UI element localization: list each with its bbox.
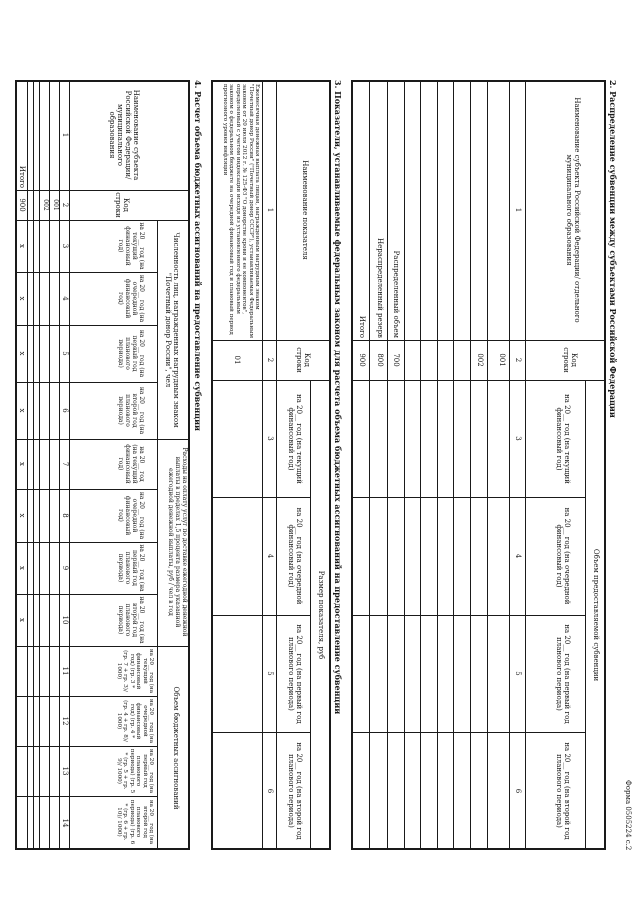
s3-period-3: на 20__ год (на первый год планового периода) xyxy=(287,624,303,724)
s2-total-code-1: 700 xyxy=(392,353,400,367)
s4-group-3: Объем бюджетных ассигнований xyxy=(172,686,180,810)
section-3-title: 3. Показатели, устанавливаемые федеральным законом для расчета объема бюджетных ассигнований на предоставление субвенции xyxy=(333,80,343,715)
s4-pa-1: на 20__ год (на текущий финансовый год) xyxy=(117,222,145,270)
s4-colnum-2: 2 xyxy=(61,202,69,208)
s2-total-label-1: Распределенный объем xyxy=(392,250,400,338)
s3-period-2: на 20__ год (на очередной финансовый год) xyxy=(287,507,303,605)
s2-group-header: Объем предоставляемой субвенции xyxy=(592,548,600,682)
s3-period-4: на 20__ год (на второй год планового периода) xyxy=(287,742,303,840)
s4-colnum-8: 8 xyxy=(61,513,69,518)
s2-period-2: на 20__ год (на очередной финансовый год) xyxy=(555,507,571,605)
section-3-table xyxy=(211,80,331,850)
s4-col-name-header: Наименование субъекта Российской Федерации/ муниципального образования xyxy=(108,89,140,181)
s4-colnum-3: 3 xyxy=(61,243,69,249)
s3-group-header: Размер показателя, руб xyxy=(317,570,325,660)
s3-colnum-5: 5 xyxy=(266,671,274,676)
s4-pa-3: на 20__ год (на первый год планового периода) xyxy=(117,329,145,378)
s4-colnum-1: 1 xyxy=(61,132,69,138)
s2-col-name-header: Наименование субъекта Российской Федерации/ отдельного муниципального образования xyxy=(565,97,581,323)
s2-row-code-2: 002 xyxy=(476,353,484,367)
s4-group-1: Численность лиц, награжденных нагрудным знаком "Почетный донор России", чел xyxy=(164,232,180,428)
s4-total-x: x xyxy=(18,462,26,466)
s2-period-1: на 20__ год (на текущий финансовый год) xyxy=(555,394,571,484)
s3-period-1: на 20__ год (на текущий финансовый год) xyxy=(287,394,303,484)
s4-colnum-12: 12 xyxy=(61,716,69,726)
s4-pc-3: на 20__ год (на первый год планового периода) (гр. 5 * (гр. 5 + гр. 9)/ 1000) xyxy=(115,748,154,794)
s4-pb-3: на 20__ год (на первый год планового периода) xyxy=(117,544,145,592)
s3-colnum-3: 3 xyxy=(266,436,274,441)
section-4-table xyxy=(15,80,190,850)
s4-colnum-4: 4 xyxy=(61,296,69,301)
s4-colnum-6: 6 xyxy=(61,408,69,413)
s4-total-x: x xyxy=(18,408,26,413)
form-code: Форма 0505224 с.2 xyxy=(624,780,632,851)
s4-colnum-11: 11 xyxy=(61,666,69,676)
s4-total-x: x xyxy=(18,296,26,301)
s4-row-code-2: 002 xyxy=(42,199,49,211)
s2-col-code-header: Код строки xyxy=(562,347,578,373)
s2-row-code-1: 001 xyxy=(498,353,506,367)
s4-colnum-14: 14 xyxy=(61,818,69,828)
s4-colnum-9: 9 xyxy=(61,565,69,571)
s3-col-code-header: Код строки xyxy=(295,347,311,373)
s2-colnum-6: 6 xyxy=(514,788,522,794)
s2-period-4: на 20__ год (на второй год планового периода) xyxy=(555,742,571,840)
s4-total-label: Итого xyxy=(18,165,26,188)
s3-colnum-2: 2 xyxy=(266,357,274,363)
s4-pc-2: на 20__ год (на очередной финансовый год) (гр. 4 * (гр. 4 + гр. 8)/ 1000) xyxy=(115,698,154,744)
s4-group-2: Расходы на оплату услуг по доставке ежегодной денежной выплаты в пределах 1,5 процента размера указанной ежегодной денежной выплаты, руб / чел в год xyxy=(167,447,188,637)
s3-colnum-1: 1 xyxy=(266,207,274,213)
s2-colnum-2: 2 xyxy=(514,357,522,363)
s3-col-name-header: Наименование показателя xyxy=(301,160,309,260)
s4-pa-4: на 20__ год (на второй год планового периода) xyxy=(117,386,145,435)
s4-pb-1: на 20__ год (на текущий финансовый год) xyxy=(117,444,145,484)
s4-total-x: x xyxy=(18,351,26,356)
s2-colnum-5: 5 xyxy=(514,671,522,676)
s4-pa-2: на 20__ год (на очередной финансовый год) xyxy=(117,274,145,323)
s3-indicator-text: Ежемесячная денежная выплата лицам, награжденным нагрудным знаком "Почетный донор России" ("Почетный донор СССР"), устанавливаемая Федеральным законом от 20 июля 2012 г. № 125-ФЗ "О донорстве крови и ее компонентов", определенный с учетом индексации исходя из установленного федеральным законом о федеральном бюджете на очередной финансовый год и плановый период прогнозного уровня инфляции xyxy=(221,84,260,338)
section-2-title: 2. Распределение субвенции между субъектами Российской Федерации xyxy=(608,80,618,418)
s3-colnum-6: 6 xyxy=(266,788,274,794)
s2-colnum-4: 4 xyxy=(514,553,522,559)
s2-total-label-3: Итого xyxy=(358,315,366,338)
s2-total-code-2: 800 xyxy=(376,353,384,367)
s4-col-code-header: Код строки xyxy=(114,192,130,218)
s2-total-code-3: 900 xyxy=(358,353,366,367)
s2-period-3: на 20__ год (на первый год планового периода) xyxy=(555,624,571,724)
s4-pb-2: на 20__ год (на очередной финансовый год) xyxy=(117,491,145,540)
s3-row-code: 01 xyxy=(233,355,241,365)
s4-colnum-5: 5 xyxy=(61,351,69,356)
s4-colnum-13: 13 xyxy=(61,766,69,776)
s4-total-code: 900 xyxy=(18,198,26,212)
s3-colnum-4: 4 xyxy=(266,553,274,559)
s4-colnum-10: 10 xyxy=(61,615,69,625)
s4-pc-4: на 20__ год (на второй год планового периода) (гр. 6 * (гр. 6 + гр. 10)/ 1000) xyxy=(115,799,154,845)
s4-row-code-1: 001 xyxy=(52,199,59,211)
s4-colnum-7: 7 xyxy=(61,461,69,467)
s4-total-x: x xyxy=(18,566,26,570)
s2-colnum-3: 3 xyxy=(514,436,522,441)
s4-total-x: x xyxy=(18,513,26,518)
s2-colnum-1: 1 xyxy=(514,207,522,213)
section-2-table xyxy=(351,80,606,850)
s4-total-x: x xyxy=(18,618,26,622)
s4-pc-1: на 20__ год (на текущий финансовый год) (гр. 3 * (гр. 7 + гр. 3)/ 1000) xyxy=(115,648,154,694)
s2-total-label-2: Нераспределенный резерв xyxy=(376,238,384,338)
s4-pb-4: на 20__ год (на второй год планового периода) xyxy=(117,596,145,644)
s4-total-x: x xyxy=(18,244,26,248)
section-4-title: 4. Расчет объема бюджетных ассигнований на предоставление субвенции xyxy=(193,80,203,431)
